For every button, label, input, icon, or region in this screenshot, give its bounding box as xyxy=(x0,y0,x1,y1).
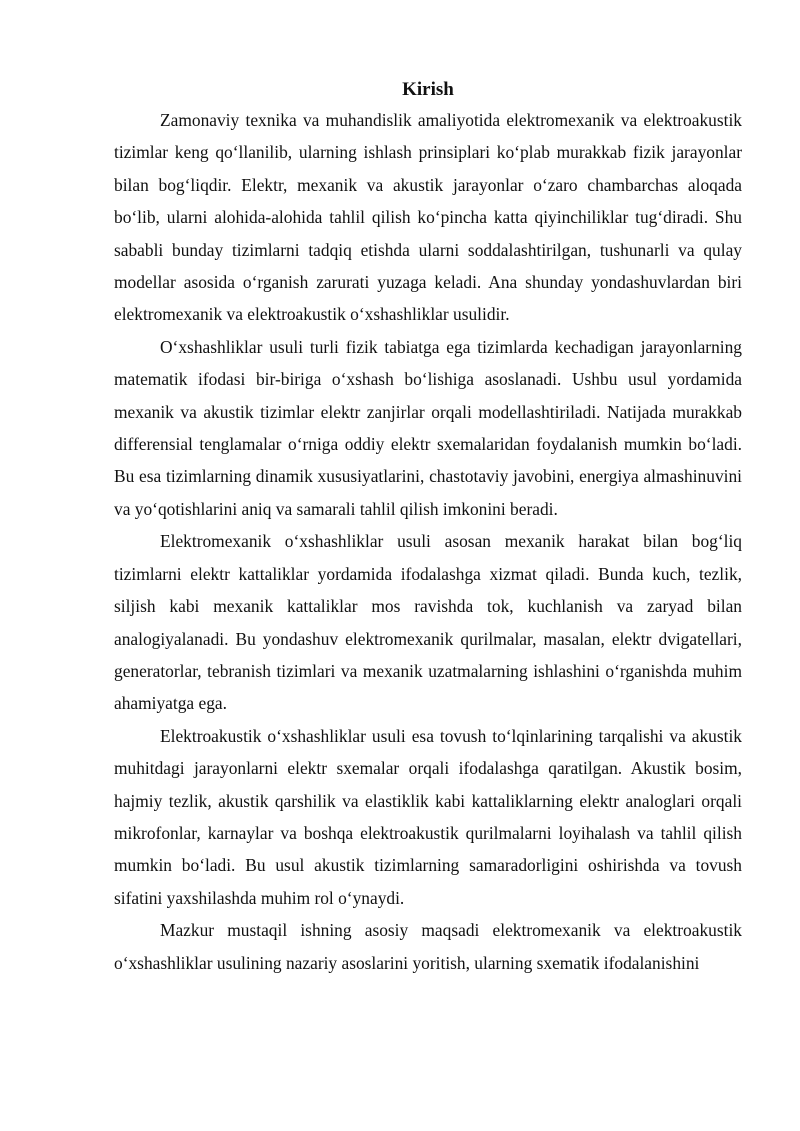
document-body xyxy=(114,76,742,979)
section-title: Kirish xyxy=(402,79,454,100)
paragraph-3: Elektromexanik o‘xshashliklar usuli asosan mexanik harakat bilan bog‘liq tizimlarni elektr kattaliklar yordamida ifodalashga xizmat qiladi. Bunda kuch, tezlik, siljish kabi mexanik kattaliklar mos ravishda tok, kuchlanish va zaryad bilan analogiyalanadi. Bu yondashuv elektromexanik qurilmalar, masalan, elektr dvigatellari, generatorlar, tebranish tizimlari va mexanik uzatmalarning ishlashini o‘rganishda muhim ahamiyatga ega. xyxy=(114,531,742,714)
paragraph-5: Mazkur mustaqil ishning asosiy maqsadi elektromexanik va elektroakustik o‘xshashliklar usulining nazariy asoslarini yoritish, ularning sxematik ifodalanishini xyxy=(114,920,742,973)
paragraph-1: Zamonaviy texnika va muhandislik amaliyotida elektromexanik va elektroakustik tizimlar keng qo‘llanilib, ularning ishlash prinsiplari ko‘plab murakkab fizik jarayonlar bilan bog‘liqdir. Elektr, mexanik va akustik jarayonlar o‘zaro chambarchas aloqada bo‘lib, ularni alohida-alohida tahlil qilish ko‘pincha katta qiyinchiliklar tug‘diradi. Shu sababli bunday tizimlarni tadqiq etishda ularni soddalashtirilgan, tushunarli va qulay modellar asosida o‘rganish zarurati yuzaga keladi. Ana shunday yondashuvlardan biri elektromexanik va elektroakustik o‘xshashliklar usulidir. xyxy=(114,110,742,325)
paragraph-2: O‘xshashliklar usuli turli fizik tabiatga ega tizimlarda kechadigan jarayonlarning matematik ifodasi bir-biriga o‘xshash bo‘lishiga asoslanadi. Ushbu usul yordamida mexanik va akustik tizimlar elektr zanjirlar orqali modellashtiriladi. Natijada murakkab differensial tenglamalar o‘rniga oddiy elektr sxemalaridan foydalanish mumkin bo‘ladi. Bu esa tizimlarning dinamik xususiyatlarini, chastotaviy javobini, energiya almashinuvini va yo‘qotishlarini aniq va samarali tahlil qilish imkonini beradi. xyxy=(114,336,742,519)
paragraph-4: Elektroakustik o‘xshashliklar usuli esa tovush to‘lqinlarining tarqalishi va akustik muhitdagi jarayonlarni elektr sxemalar orqali ifodalashga qaratilgan. Akustik bosim, hajmiy tezlik, akustik qarshilik va elastiklik kabi kattaliklarning elektr analoglari orqali mikrofonlar, karnaylar va boshqa elektroakustik qurilmalarni loyihalash va tahlil qilish mumkin bo‘ladi. Bu usul akustik tizimlarning samaradorligini oshirishda va tovush sifatini yaxshilashda muhim rol o‘ynaydi. xyxy=(114,725,742,908)
